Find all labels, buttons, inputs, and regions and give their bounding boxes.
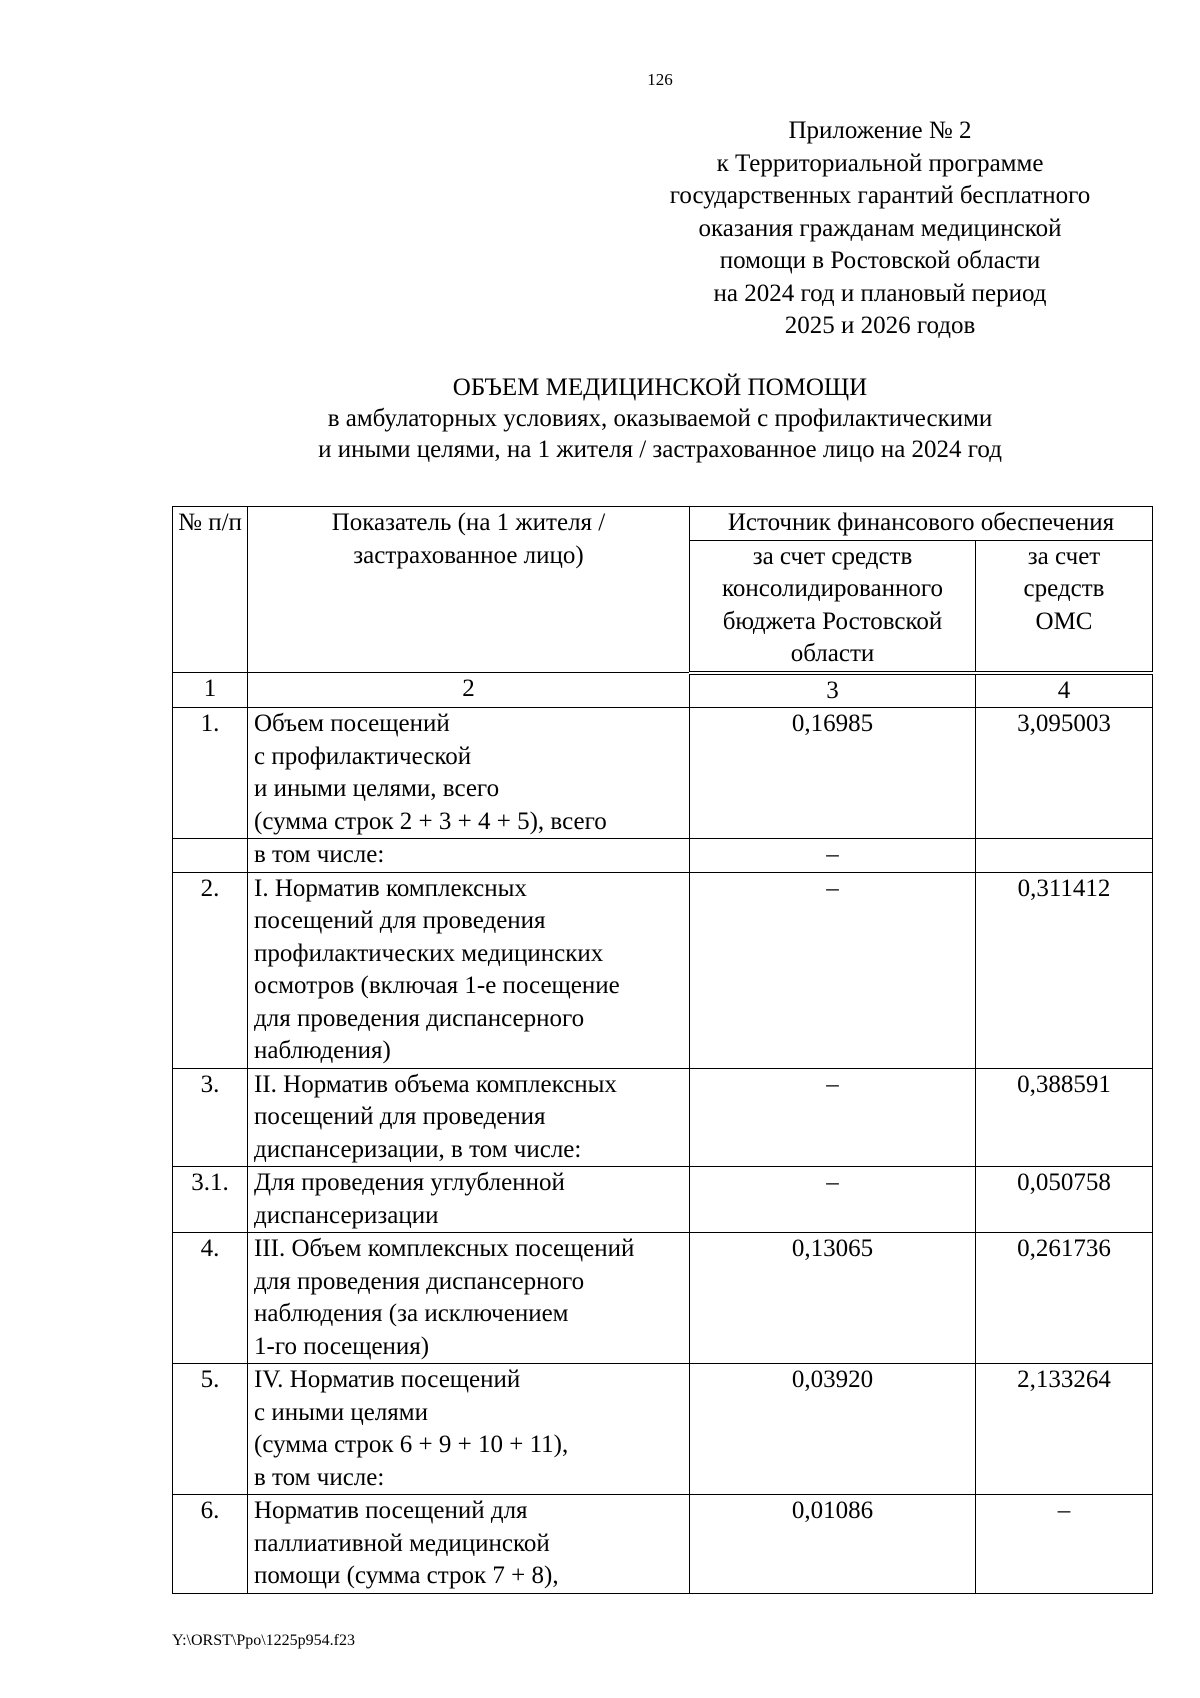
row-oms: 0,050758 — [976, 1167, 1153, 1233]
header-num: № п/п — [173, 507, 248, 673]
row-oms: 0,388591 — [976, 1068, 1153, 1167]
row-indicator — [248, 1233, 690, 1364]
page-number: 126 — [647, 70, 673, 89]
row-oms — [976, 839, 1153, 873]
appendix-line: помощи в Ростовской области — [719, 247, 1041, 274]
row-num: 4. — [173, 1233, 248, 1364]
header-budget: за счет средств консолидированного бюджета Ростовской области — [690, 540, 976, 673]
indicator-line: посещений для проведения — [254, 907, 546, 934]
row-indicator — [248, 708, 690, 839]
appendix-line: государственных гарантий бесплатного — [669, 182, 1091, 209]
indicator-line: в том числе: — [254, 1463, 385, 1491]
row-oms: – — [976, 1495, 1153, 1594]
row-budget: – — [690, 839, 976, 873]
indicator-line: и иными целями, всего — [254, 775, 500, 802]
header-indicator: Показатель (на 1 жителя / застрахованное лицо) — [248, 507, 690, 673]
table-row — [173, 1233, 1153, 1364]
row-oms: 3,095003 — [976, 708, 1153, 839]
row-indicator — [248, 1167, 690, 1233]
appendix-line: 2025 и 2026 годов — [784, 312, 976, 339]
row-num: 5. — [173, 1364, 248, 1495]
appendix-line: Приложение № 2 — [788, 117, 972, 144]
header-oms: за счет средств ОМС — [976, 540, 1153, 673]
table-row — [173, 1364, 1153, 1495]
indicator-line: осмотров (включая 1-е посещение — [254, 972, 620, 999]
indicator-line: диспансеризации, в том числе: — [254, 1135, 582, 1163]
appendix-line: на 2024 год и плановый период — [713, 279, 1047, 307]
indicator-line: с иными целями — [254, 1398, 428, 1426]
indicator-line: помощи (сумма строк 7 + 8), — [254, 1562, 559, 1589]
row-indicator — [248, 1495, 690, 1594]
indicator-line: паллиативной медицинской — [254, 1529, 550, 1557]
indicator-line: диспансеризации — [254, 1201, 439, 1229]
appendix-line: оказания гражданам медицинской — [698, 214, 1062, 242]
row-oms: 0,311412 — [976, 872, 1153, 1068]
indicator-line: II. Норматив объема комплексных — [254, 1070, 617, 1098]
row-indicator — [248, 872, 690, 1068]
row-budget: – — [690, 1167, 976, 1233]
row-budget: – — [690, 1068, 976, 1167]
title-sub-line: и иными целями, на 1 жителя / застрахованное лицо на 2024 год — [318, 436, 1002, 463]
row-oms: 2,133264 — [976, 1364, 1153, 1495]
row-indicator — [248, 1068, 690, 1167]
row-indicator — [248, 1364, 690, 1495]
column-number: 4 — [976, 673, 1153, 708]
appendix-header — [640, 115, 1120, 343]
row-indicator — [248, 839, 690, 873]
column-number: 2 — [248, 673, 690, 708]
indicator-line: с профилактической — [254, 742, 472, 770]
volume-table — [172, 506, 1153, 1594]
table-row — [173, 708, 1153, 839]
table-row — [173, 872, 1153, 1068]
row-budget: – — [690, 872, 976, 1068]
indicator-line: (сумма строк 2 + 3 + 4 + 5), всего — [254, 807, 607, 835]
document-title — [170, 372, 1150, 465]
row-budget: 0,03920 — [690, 1364, 976, 1495]
row-num: 3. — [173, 1068, 248, 1167]
indicator-line: Норматив посещений для — [254, 1497, 528, 1524]
header-source: Источник финансового обеспечения — [690, 507, 1153, 541]
indicator-line: (сумма строк 6 + 9 + 10 + 11), — [254, 1431, 569, 1458]
indicator-line: для проведения диспансерного — [254, 1004, 585, 1032]
table-row — [173, 1068, 1153, 1167]
file-path-footer: Y:\ORST\Ppo\1225p954.f23 — [172, 1632, 355, 1649]
row-budget: 0,16985 — [690, 708, 976, 839]
title-main: ОБЪЕМ МЕДИЦИНСКОЙ ПОМОЩИ — [452, 374, 868, 401]
table-row — [173, 839, 1153, 873]
row-num: 3.1. — [173, 1167, 248, 1233]
table-row — [173, 1495, 1153, 1594]
indicator-line: для проведения диспансерного — [254, 1267, 585, 1295]
indicator-line: наблюдения) — [254, 1037, 391, 1064]
indicator-line: Объем посещений — [254, 710, 450, 737]
row-num: 1. — [173, 708, 248, 839]
indicator-line: IV. Норматив посещений — [254, 1366, 521, 1393]
indicator-line: 1-го посещения) — [254, 1332, 430, 1360]
column-number: 1 — [173, 673, 248, 708]
indicator-line: Для проведения углубленной — [254, 1169, 565, 1196]
row-oms: 0,261736 — [976, 1233, 1153, 1364]
row-budget: 0,01086 — [690, 1495, 976, 1594]
indicator-line: профилактических медицинских — [254, 939, 604, 967]
appendix-line: к Территориальной программе — [716, 149, 1044, 177]
row-budget: 0,13065 — [690, 1233, 976, 1364]
title-sub-line: в амбулаторных условиях, оказываемой с профилактическими — [327, 405, 993, 432]
row-num: 2. — [173, 872, 248, 1068]
column-number: 3 — [690, 673, 976, 708]
indicator-line: I. Норматив комплексных — [254, 874, 527, 902]
table-row — [173, 1167, 1153, 1233]
row-num: 6. — [173, 1495, 248, 1594]
indicator-line: наблюдения (за исключением — [254, 1300, 569, 1327]
row-num — [173, 839, 248, 873]
indicator-line: в том числе: — [254, 841, 385, 868]
indicator-line: III. Объем комплексных посещений — [254, 1235, 635, 1262]
indicator-line: посещений для проведения — [254, 1103, 546, 1130]
